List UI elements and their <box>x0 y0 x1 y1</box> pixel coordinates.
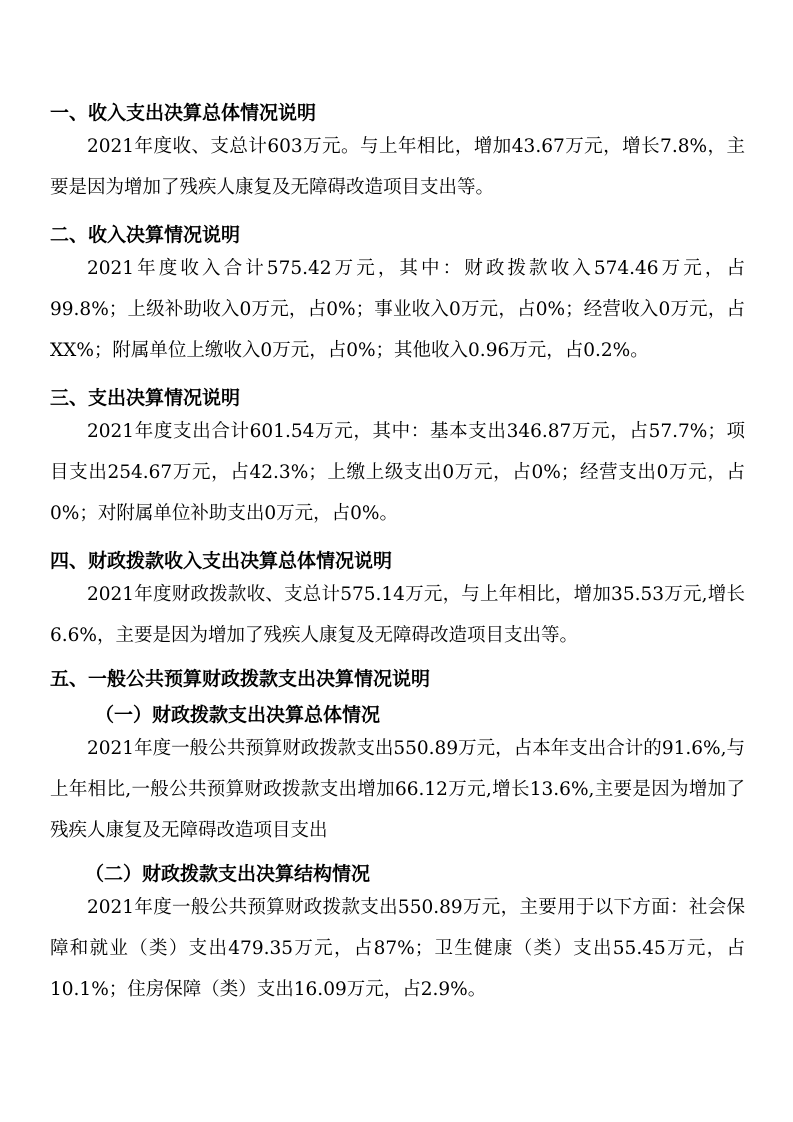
section-5-sub1-paragraph: 2021年度一般公共预算财政拨款支出550.89万元，占本年支出合计的91.6%,与上年相比,一般公共预算财政拨款支出增加66.12万元,增长13.6%,主要是因为增加了残疾人康复及无障碍改造项目支出 <box>50 738 745 841</box>
section-5-heading: 五、一般公共预算财政拨款支出决算情况说明 <box>50 668 431 690</box>
section-2-heading: 二、收入决算情况说明 <box>50 224 241 246</box>
section-3-heading: 三、支出决算情况说明 <box>50 387 241 409</box>
section-5-sub2-paragraph: 2021年度一般公共预算财政拨款支出550.89万元，主要用于以下方面：社会保障和就业（类）支出479.35万元，占87%；卫生健康（类）支出55.45万元，占10.1%；住房保障（类）支出16.09万元，占2.9%。 <box>50 897 745 1000</box>
section-1-paragraph: 2021年度收、支总计603万元。与上年相比，增加43.67万元，增长7.8%，主要是因为增加了残疾人康复及无障碍改造项目支出等。 <box>50 136 745 198</box>
section-2-paragraph: 2021年度收入合计575.42万元，其中：财政拨款收入574.46万元，占99.8%；上级补助收入0万元，占0%；事业收入0万元，占0%；经营收入0万元，占XX%；附属单位上缴收入0万元，占0%；其他收入0.96万元，占0.2%。 <box>50 258 745 361</box>
section-5-sub2-heading: （二）财政拨款支出决算结构情况 <box>85 863 371 885</box>
section-4-paragraph: 2021年度财政拨款收、支总计575.14万元，与上年相比，增加35.53万元,增长6.6%，主要是因为增加了残疾人康复及无障碍改造项目支出等。 <box>50 584 745 646</box>
document-page <box>50 100 745 1010</box>
section-5-sub1-heading: （一）财政拨款支出决算总体情况 <box>95 704 381 726</box>
section-3-paragraph: 2021年度支出合计601.54万元，其中：基本支出346.87万元，占57.7%；项目支出254.67万元，占42.3%；上缴上级支出0万元，占0%；经营支出0万元，占0%；对附属单位补助支出0万元，占0%。 <box>50 421 745 524</box>
section-1-heading: 一、收入支出决算总体情况说明 <box>50 102 317 124</box>
section-4-heading: 四、财政拨款收入支出决算总体情况说明 <box>50 550 393 572</box>
